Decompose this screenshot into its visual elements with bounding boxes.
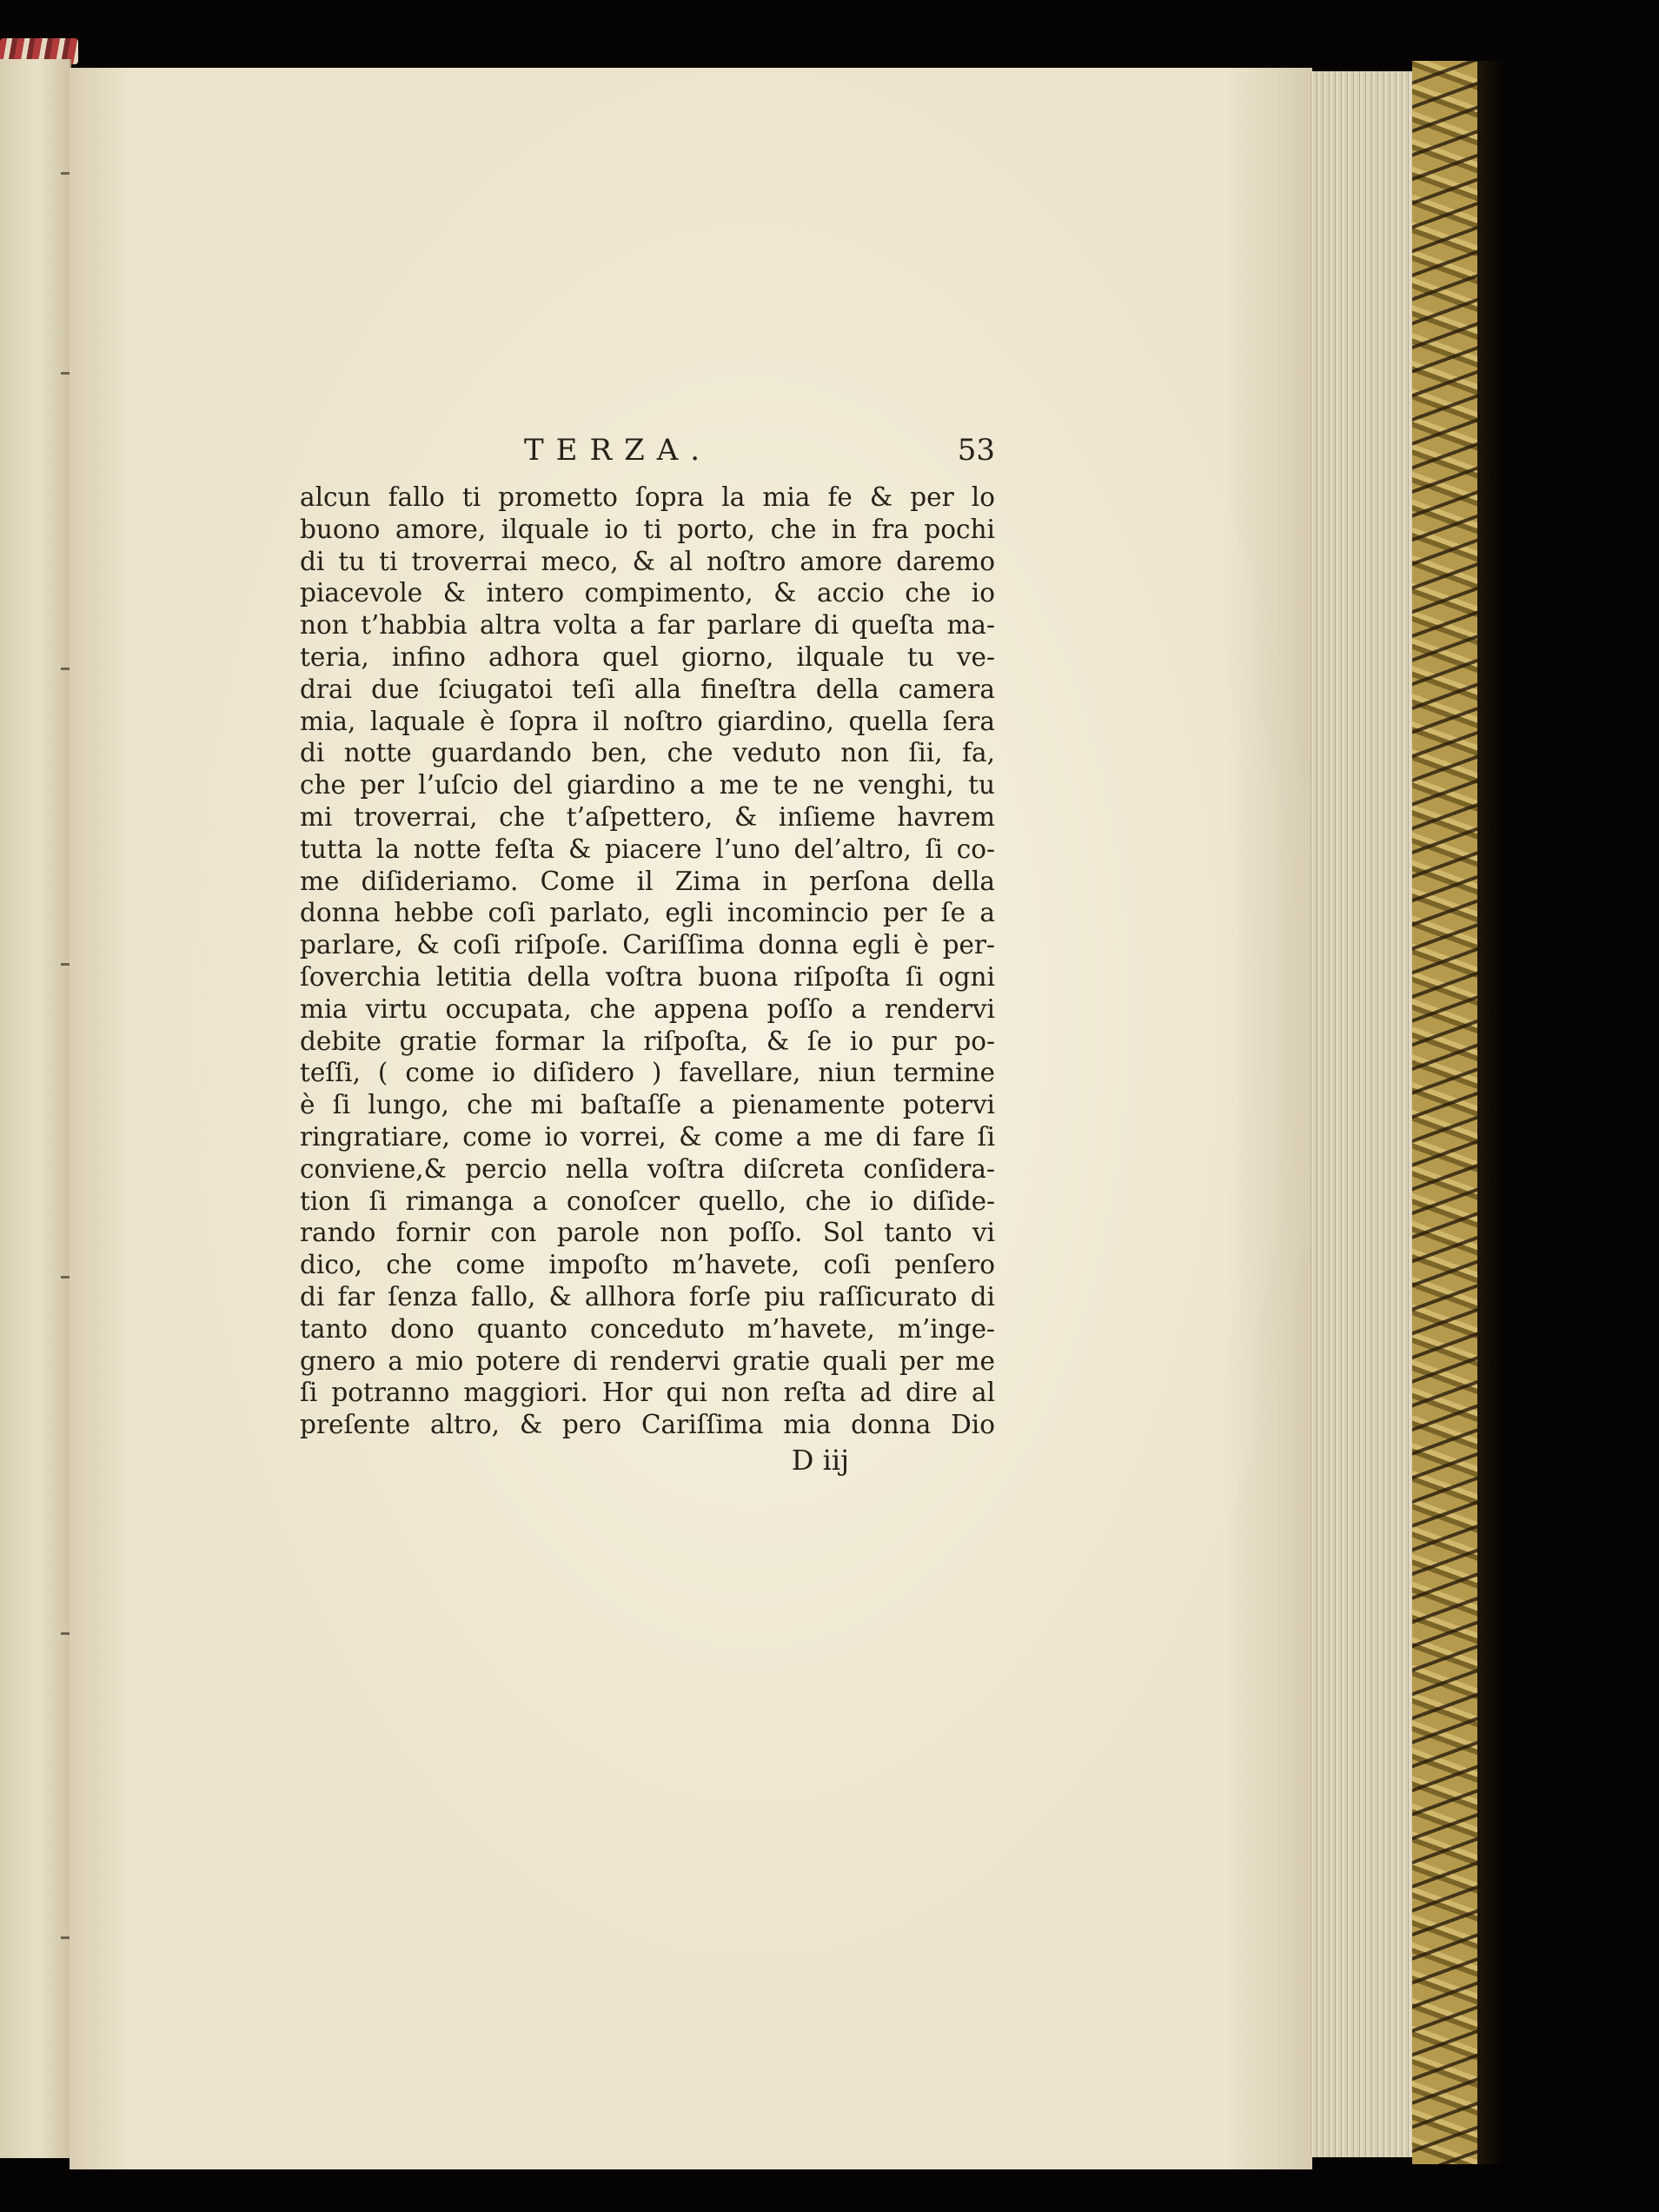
text-line: che per l’uſcio del giardino a me te ne venghi, tu [300, 770, 995, 800]
text-line: tanto dono quanto conceduto m’havete, m’inge- [300, 1313, 995, 1344]
signature-mark: D iij [791, 1443, 849, 1477]
text-line: di notte guardando ben, che veduto non ſii, fa, [300, 738, 995, 768]
text-line: rando fornir con parole non poſſo. Sol tanto vi [300, 1218, 995, 1248]
text-line: preſente altro, & pero Cariſſima mia donna Dio [300, 1410, 995, 1440]
text-line: conviene,& percio nella voſtra diſcreta conſidera- [300, 1153, 995, 1184]
text-line: tion ſi rimanga a conoſcer quello, che io diſide- [300, 1186, 995, 1216]
text-line: ſoverchia letitia della voſtra buona riſpoſta ſi ogni [300, 961, 995, 992]
text-line: mia virtu occupata, che appena poſſo a rendervi [300, 993, 995, 1024]
running-head [300, 433, 995, 482]
page-stack-edges [1308, 71, 1421, 2157]
text-line: debite gratie formar la riſpoſta, & ſe io pur po- [300, 1026, 995, 1056]
body-text [300, 482, 995, 1441]
text-line: teria, infino adhora quel giorno, ilquale tu ve- [300, 641, 995, 672]
text-line: è ſi lungo, che mi baſtaſſe a pienamente potervi [300, 1090, 995, 1120]
text-line: alcun fallo ti prometto ſopra la mia fe & per lo [300, 482, 995, 512]
text-line: tutta la notte feſta & piacere l’uno del’altro, ſi co- [300, 834, 995, 864]
text-line: piacevole & intero compimento, & accio che io [300, 578, 995, 608]
text-block [300, 433, 995, 1478]
text-line: mi troverrai, che t’aſpettero, & inſieme havrem [300, 801, 995, 832]
page-number: 53 [957, 433, 995, 468]
text-line: me diſideriamo. Come il Zima in perſona della [300, 866, 995, 896]
running-head-title: TERZA. [524, 433, 713, 468]
text-line: parlare, & coſi riſpoſe. Cariſſima donna egli è per- [300, 930, 995, 960]
text-line: ringratiare, come io vorrei, & come a me di fare ſi [300, 1121, 995, 1152]
text-line: teſſi, ( come io diſidero ) favellare, niun termine [300, 1058, 995, 1088]
text-line: mia, laquale è ſopra il noſtro giardino, quella ſera [300, 706, 995, 736]
text-line: gnero a mio potere di rendervi gratie quali per me [300, 1345, 995, 1376]
text-line: di far ſenza fallo, & allhora forſe piu raſſicurato di [300, 1281, 995, 1312]
text-line: donna hebbe coſi parlato, egli incomincio per ſe a [300, 898, 995, 928]
text-line: di tu ti troverrai meco, & al noſtro amore daremo [300, 546, 995, 576]
text-line: non t’habbia altra volta a far parlare di queſta ma- [300, 610, 995, 641]
left-page-edge [0, 59, 71, 2158]
text-line: ſi potranno maggiori. Hor qui non reſta ad dire al [300, 1378, 995, 1408]
text-line: dico, che come impoſto m’havete, coſi penſero [300, 1250, 995, 1280]
text-line: drai due ſciugatoi teſi alla fineſtra della camera [300, 674, 995, 704]
text-line: buono amore, ilquale io ti porto, che in fra pochi [300, 514, 995, 544]
gilded-spine [1412, 61, 1482, 2164]
spine-shadow [1477, 61, 1503, 2164]
